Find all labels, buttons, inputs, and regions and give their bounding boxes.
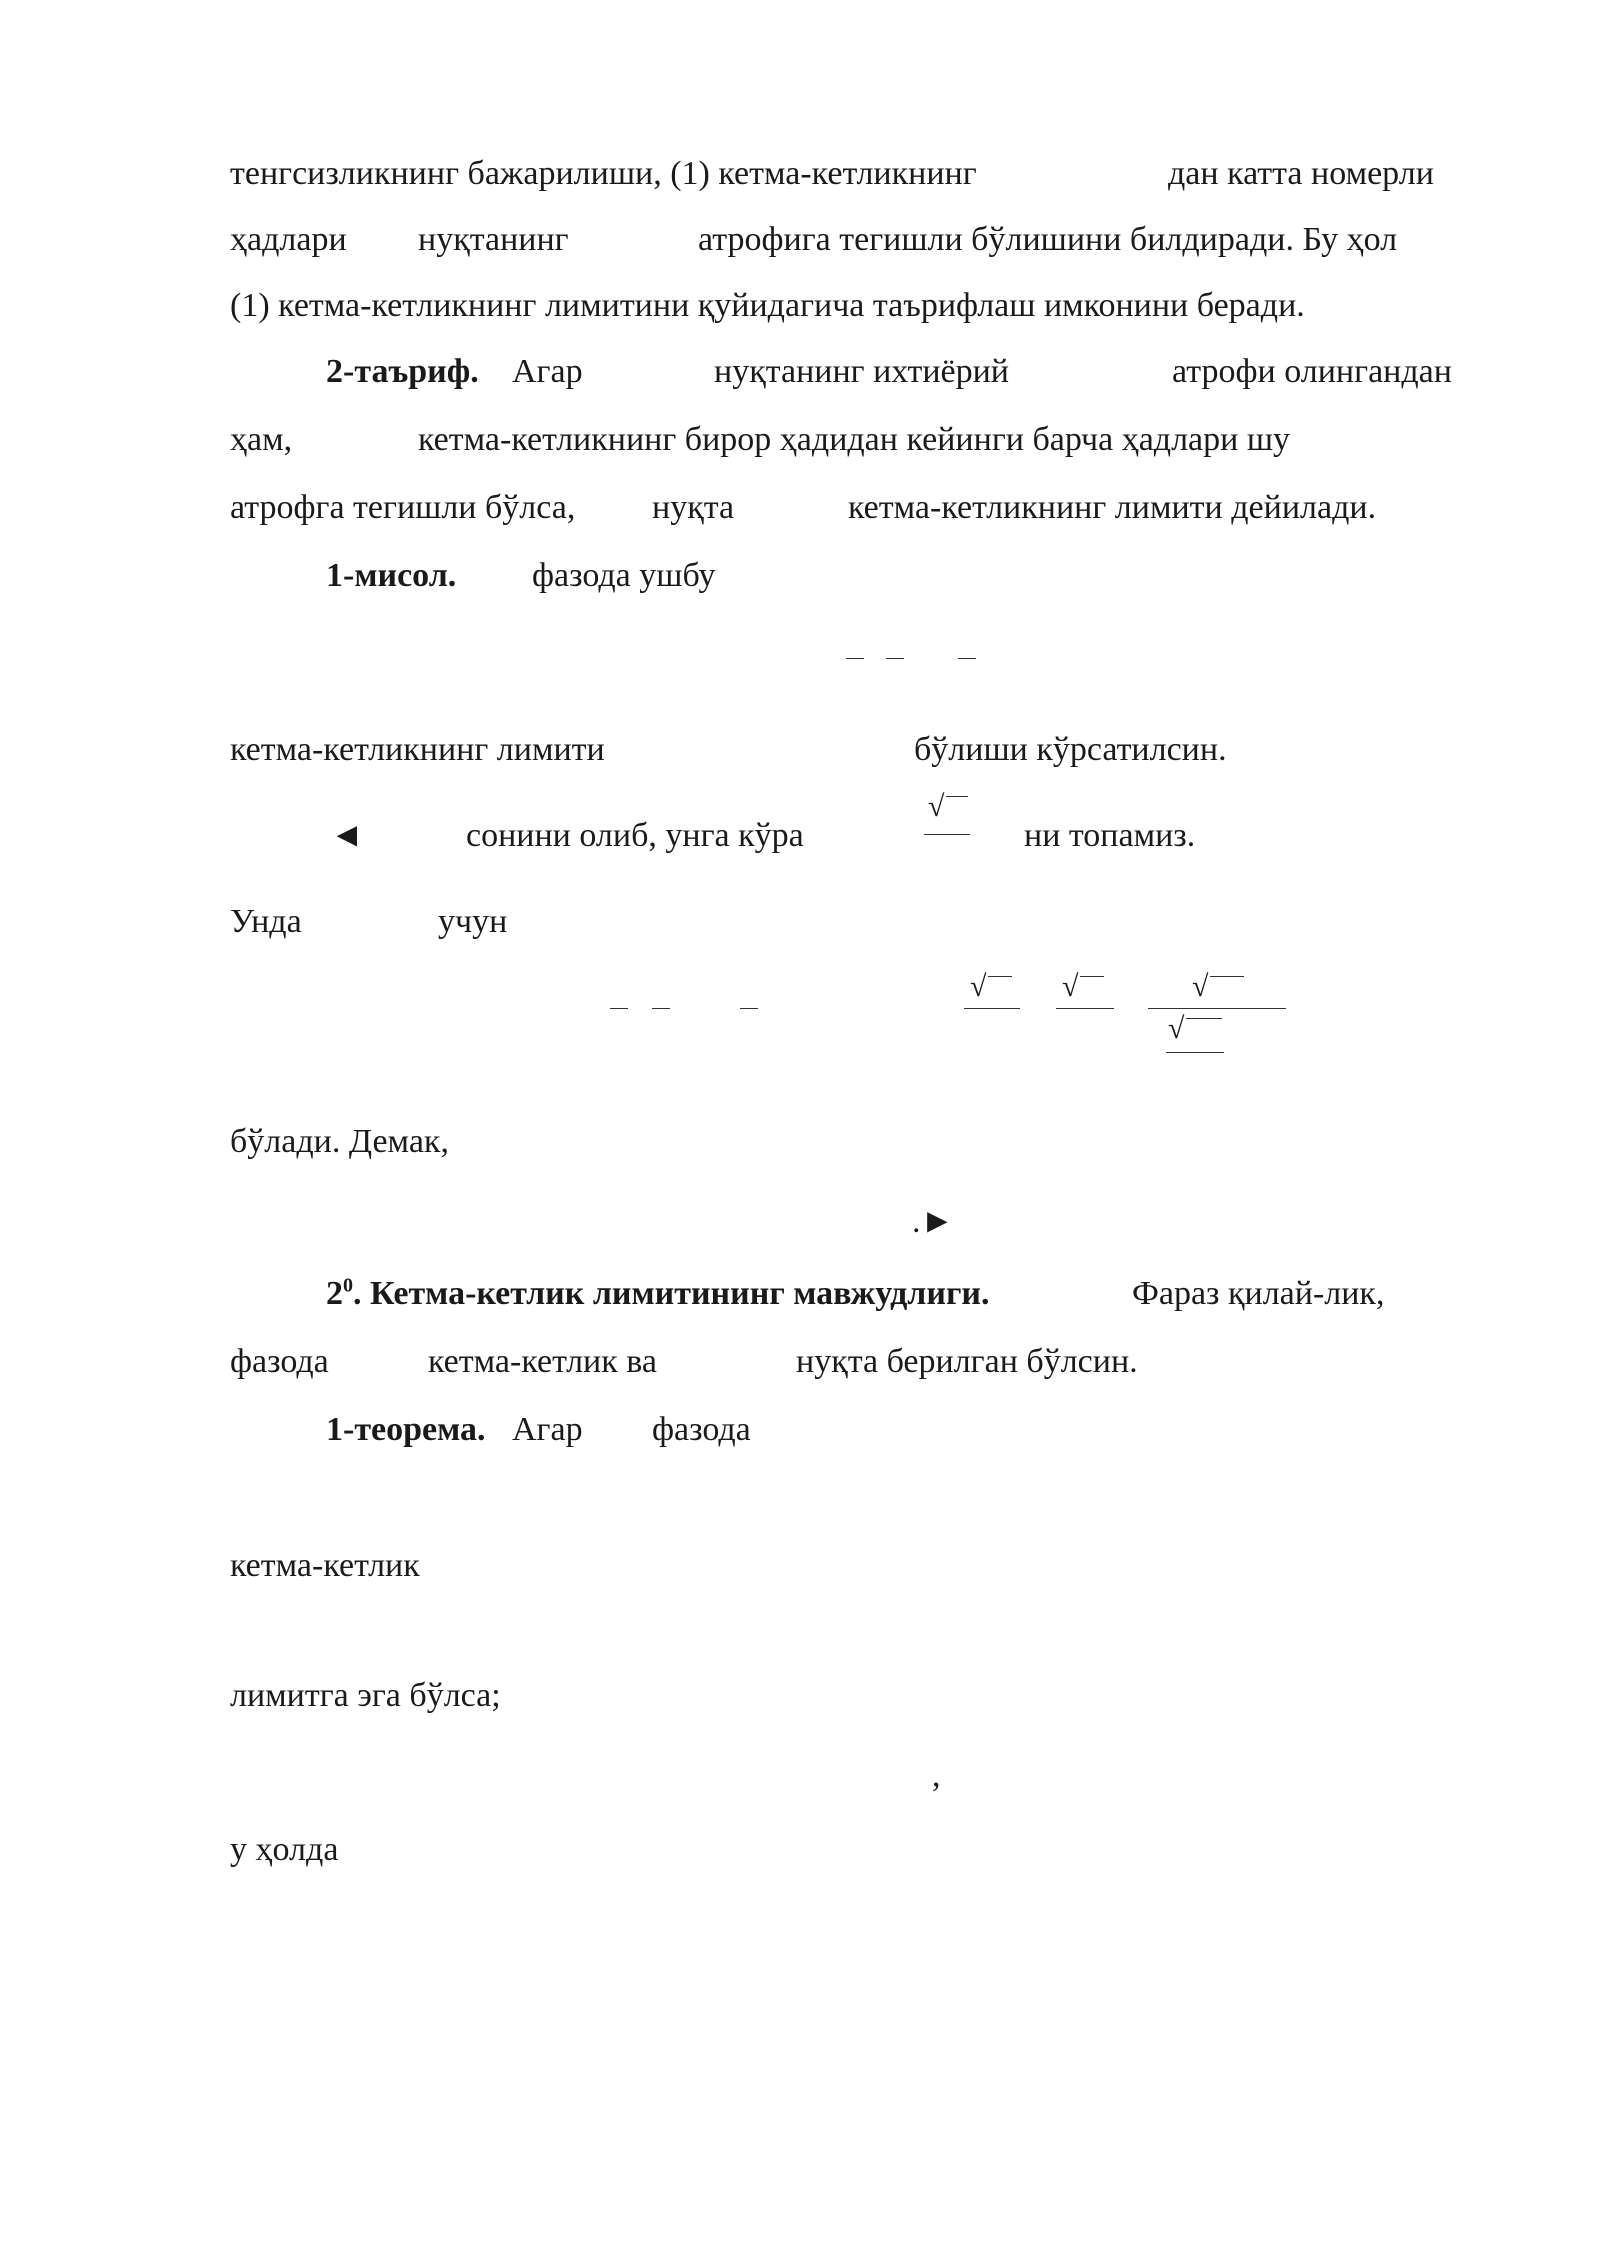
formula-bar (846, 658, 864, 659)
text-line: Агар (512, 353, 583, 390)
section-heading (326, 1274, 989, 1314)
text-line: сонини олиб, унга кўра (466, 817, 804, 854)
text-line: дан катта номерли (1168, 155, 1434, 192)
sqrt-vinculum (1186, 1018, 1222, 1019)
formula-bar (886, 658, 904, 659)
theorem-label: 1-теорема. (326, 1411, 486, 1448)
formula-bar (610, 1008, 628, 1009)
text-line: (1) кетма-кетликнинг лимитини қуйидагича таърифлаш имконини беради. (230, 287, 1305, 324)
text-line: Унда (230, 903, 302, 940)
text-line: бўлиши кўрсатилсин. (914, 731, 1227, 768)
section-superscript: 0 (343, 1274, 353, 1297)
text-line: кетма-кетликнинг лимити (230, 731, 605, 768)
sqrt-vinculum (1210, 976, 1244, 977)
sqrt-symbol: √ (1168, 1012, 1185, 1045)
text-line: ҳадлари (230, 221, 347, 258)
fraction-bar (1148, 1008, 1286, 1009)
sqrt-vinculum (946, 796, 968, 797)
text-line: кетма-кетлик (230, 1547, 420, 1584)
sqrt-symbol: √ (1062, 970, 1079, 1003)
text-line: фазода (652, 1411, 751, 1448)
text-line: нуқта берилган бўлсин. (796, 1343, 1138, 1380)
fraction-bar (924, 834, 970, 835)
text-line: учун (438, 903, 508, 940)
formula-bar (958, 658, 976, 659)
text-line: ҳам, (230, 421, 293, 458)
definition-label: 2-таъриф. (326, 353, 479, 390)
proof-start-marker: ◄ (330, 817, 364, 854)
sqrt-vinculum (1080, 976, 1104, 977)
sqrt-symbol: √ (928, 790, 945, 823)
text-line: Агар (512, 1411, 583, 1448)
text-line: кетма-кетликнинг лимити дейилади. (848, 489, 1377, 526)
formula-bar (740, 1008, 758, 1009)
text-line: ни топамиз. (1024, 817, 1196, 854)
text-line: атрофига тегишли бўлишини билдиради. Бу ҳол (698, 221, 1398, 258)
text-line: атрофи олингандан (1172, 353, 1452, 390)
fraction-bar (964, 1008, 1020, 1009)
text-line: фазода (230, 1343, 329, 1380)
text-line: атрофга тегишли бўлса, (230, 489, 576, 526)
text-line: тенгсизликнинг бажарилиши, (1) кетма-кетликнинг (230, 155, 977, 192)
text-line: кетма-кетликнинг бирор ҳадидан кейинги барча ҳадлари шу (418, 421, 1291, 458)
text-line: , (932, 1757, 941, 1794)
text-line: у ҳолда (230, 1831, 339, 1868)
text-line: нуқта (652, 489, 735, 526)
text-line: кетма-кетлик ва (428, 1343, 657, 1380)
proof-end-marker: .► (912, 1203, 955, 1240)
text-line: нуқтанинг (418, 221, 569, 258)
text-line: Фараз қилай-лик, (1132, 1275, 1385, 1312)
text-line: бўлади. Демак, (230, 1123, 449, 1160)
fraction-bar (1166, 1052, 1224, 1053)
sqrt-symbol: √ (970, 970, 987, 1003)
sqrt-symbol: √ (1192, 970, 1209, 1003)
section-number: 2 (326, 1275, 343, 1312)
text-line: лимитга эга бўлса; (230, 1677, 501, 1714)
text-line: фазода ушбу (532, 557, 716, 594)
section-title: . Кетма-кетлик лимитининг мавжудлиги. (353, 1275, 990, 1312)
fraction-bar (1056, 1008, 1114, 1009)
sqrt-vinculum (988, 976, 1012, 977)
example-label: 1-мисол. (326, 557, 457, 594)
formula-bar (652, 1008, 670, 1009)
text-line: нуқтанинг ихтиёрий (714, 353, 1009, 390)
